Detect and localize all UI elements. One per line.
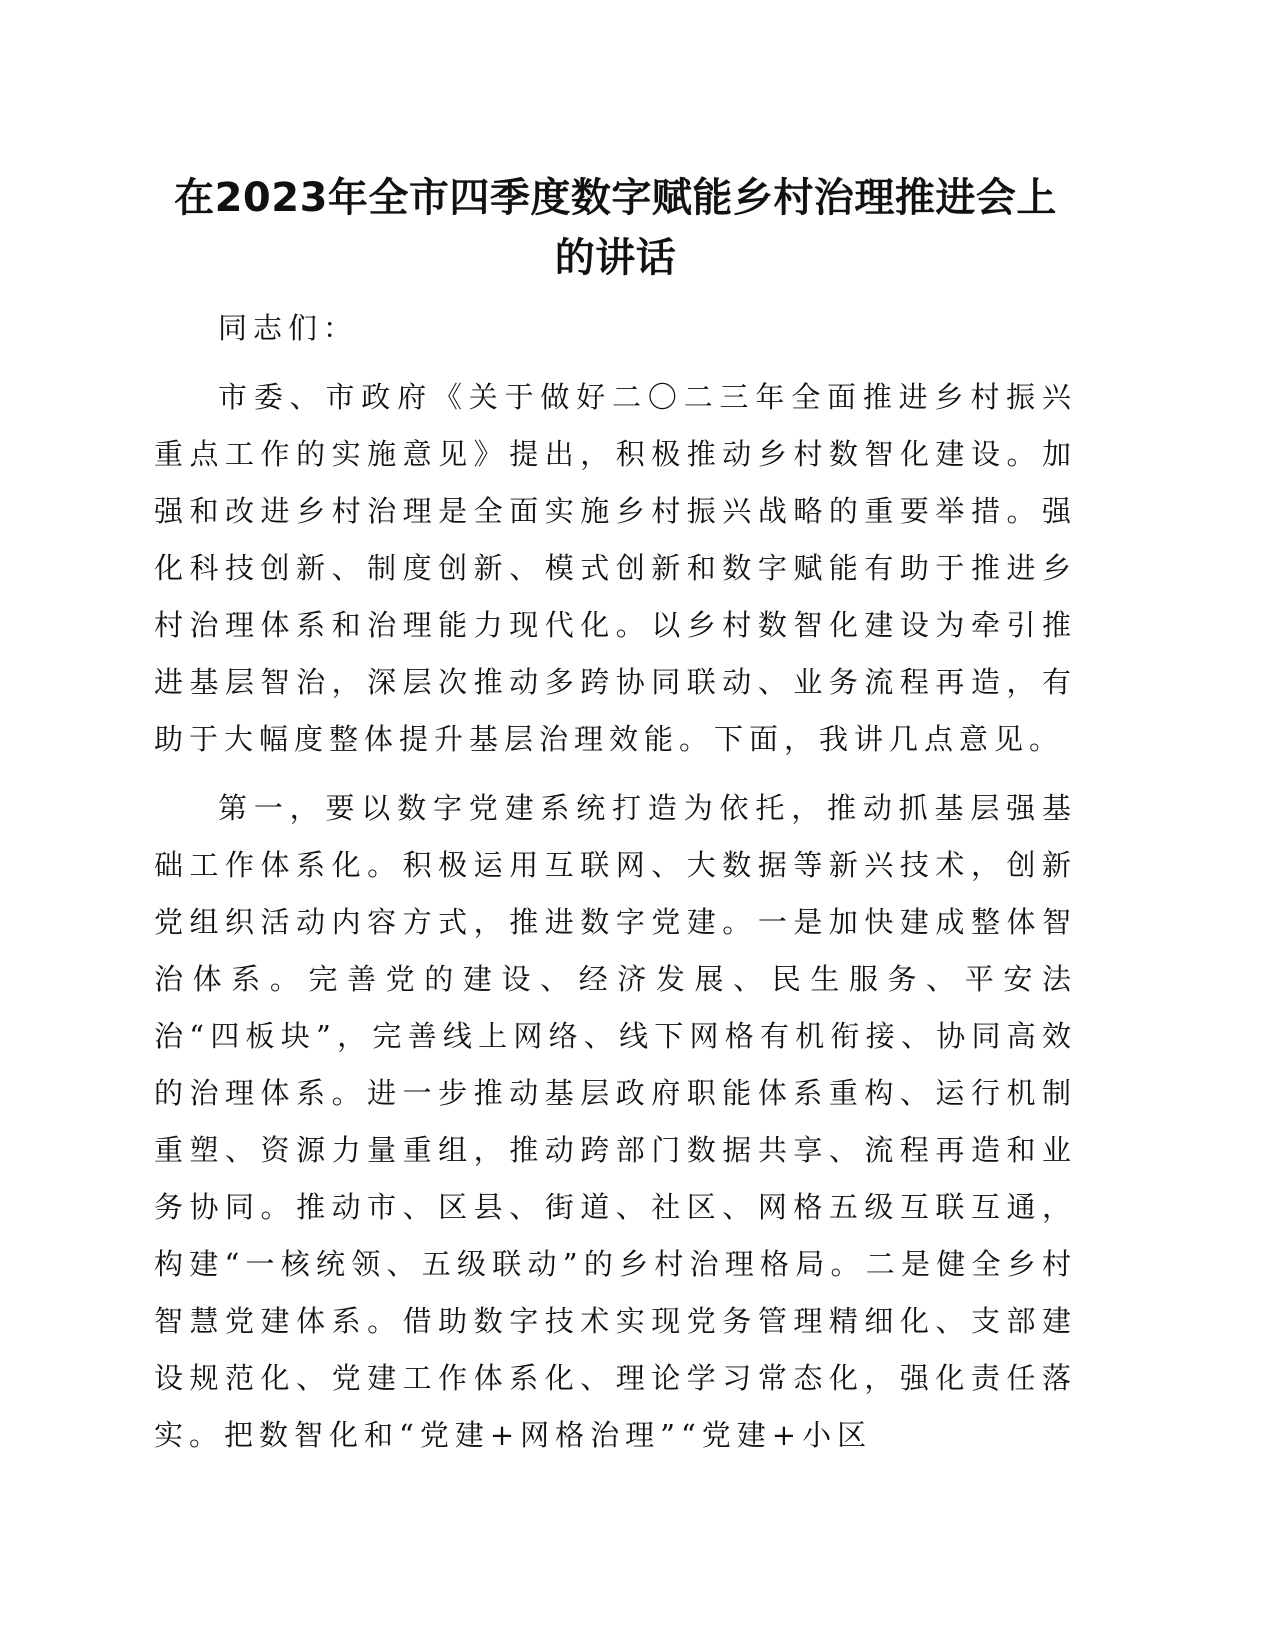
salutation: 同志们：: [218, 311, 359, 345]
document-title: [154, 168, 1077, 288]
paragraph-intro: 市委、市政府《关于做好二〇二三年全面推进乡村振兴重点工作的实施意见》提出，积极推动乡村数智化建设。加强和改进乡村治理是全面实施乡村振兴战略的重要举措。强化科技创新、制度创新、模式创新和数字赋能有助于推进乡村治理体系和治理能力现代化。以乡村数智化建设为牵引推进基层智治，深层次推动多跨协同联动、业务流程再造，有助于大幅度整体提升基层治理效能。下面，我讲几点意见。: [154, 380, 1077, 756]
title-line-1: 在2023年全市四季度数字赋能乡村治理推进会上: [174, 175, 1057, 221]
document-body: [154, 300, 1077, 1464]
title-line-2: 的讲话: [554, 235, 677, 281]
paragraph-first-point: 第一，要以数字党建系统打造为依托，推动抓基层强基础工作体系化。积极运用互联网、大数据等新兴技术，创新党组织活动内容方式，推进数字党建。一是加快建成整体智治体系。完善党的建设、经济发展、民生服务、平安法治“四板块”，完善线上网络、线下网格有机衔接、协同高效的治理体系。进一步推动基层政府职能体系重构、运行机制重塑、资源力量重组，推动跨部门数据共享、流程再造和业务协同。推动市、区县、街道、社区、网格五级互联互通，构建“一核统领、五级联动”的乡村治理格局。二是健全乡村智慧党建体系。借助数字技术实现党务管理精细化、支部建设规范化、党建工作体系化、理论学习常态化，强化责任落实。把数智化和“党建+网格治理”“党建+小区: [154, 791, 1077, 1452]
